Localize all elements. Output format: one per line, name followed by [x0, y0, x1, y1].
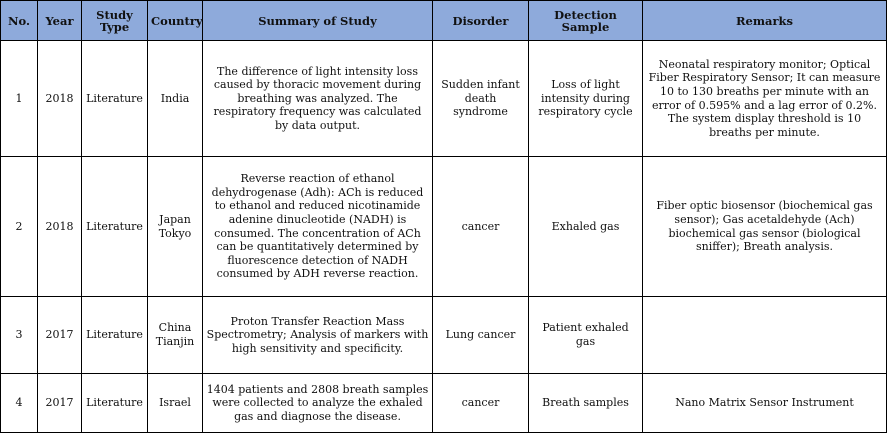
header-summary: Summary of Study [203, 1, 433, 41]
table-row [1, 374, 887, 433]
header-study-type: Study Type [82, 1, 148, 41]
cell-country: China Tianjin [148, 297, 203, 374]
cell-study-type: Literature [82, 297, 148, 374]
cell-no: 3 [1, 297, 38, 374]
table-row [1, 41, 887, 157]
cell-remarks: Neonatal respiratory monitor; Optical Fiber Respiratory Sensor; It can measure 10 to 130 breaths per minute with an error of 0.595% and a lag error of 0.2%. The system display threshold is 10 breaths per minute. [643, 41, 887, 157]
cell-disorder: cancer [433, 157, 529, 297]
cell-country: India [148, 41, 203, 157]
cell-disorder: Lung cancer [433, 297, 529, 374]
header-row [1, 1, 887, 41]
cell-detection-sample: Loss of light intensity during respiratory cycle [529, 41, 643, 157]
cell-study-type: Literature [82, 41, 148, 157]
cell-no: 2 [1, 157, 38, 297]
header-remarks: Remarks [643, 1, 887, 41]
cell-year: 2017 [38, 374, 82, 433]
cell-summary: The difference of light intensity loss caused by thoracic movement during breathing was analyzed. The respiratory frequency was calculated by data output. [203, 41, 433, 157]
cell-country: Israel [148, 374, 203, 433]
cell-detection-sample: Exhaled gas [529, 157, 643, 297]
cell-no: 4 [1, 374, 38, 433]
cell-year: 2018 [38, 157, 82, 297]
cell-study-type: Literature [82, 374, 148, 433]
cell-summary: Proton Transfer Reaction Mass Spectrometry; Analysis of markers with high sensitivity and specificity. [203, 297, 433, 374]
cell-year: 2018 [38, 41, 82, 157]
cell-remarks: Fiber optic biosensor (biochemical gas sensor); Gas acetaldehyde (Ach) biochemical gas sensor (biological sniffer); Breath analysis. [643, 157, 887, 297]
cell-remarks [643, 297, 887, 374]
header-country: Country [148, 1, 203, 41]
cell-summary: Reverse reaction of ethanol dehydrogenase (Adh): ACh is reduced to ethanol and reduced nicotinamide adenine dinucleotide (NADH) is consumed. The concentration of ACh can be quantitatively determined by fluorescence detection of NADH consumed by ADH reverse reaction. [203, 157, 433, 297]
header-no: No. [1, 1, 38, 41]
cell-study-type: Literature [82, 157, 148, 297]
cell-detection-sample: Patient exhaled gas [529, 297, 643, 374]
cell-remarks: Nano Matrix Sensor Instrument [643, 374, 887, 433]
table-row [1, 297, 887, 374]
table-row [1, 157, 887, 297]
cell-disorder: cancer [433, 374, 529, 433]
cell-disorder: Sudden infant death syndrome [433, 41, 529, 157]
header-detection-sample: Detection Sample [529, 1, 643, 41]
cell-detection-sample: Breath samples [529, 374, 643, 433]
header-year: Year [38, 1, 82, 41]
cell-country: Japan Tokyo [148, 157, 203, 297]
cell-year: 2017 [38, 297, 82, 374]
cell-summary: 1404 patients and 2808 breath samples were collected to analyze the exhaled gas and diagnose the disease. [203, 374, 433, 433]
header-disorder: Disorder [433, 1, 529, 41]
cell-no: 1 [1, 41, 38, 157]
